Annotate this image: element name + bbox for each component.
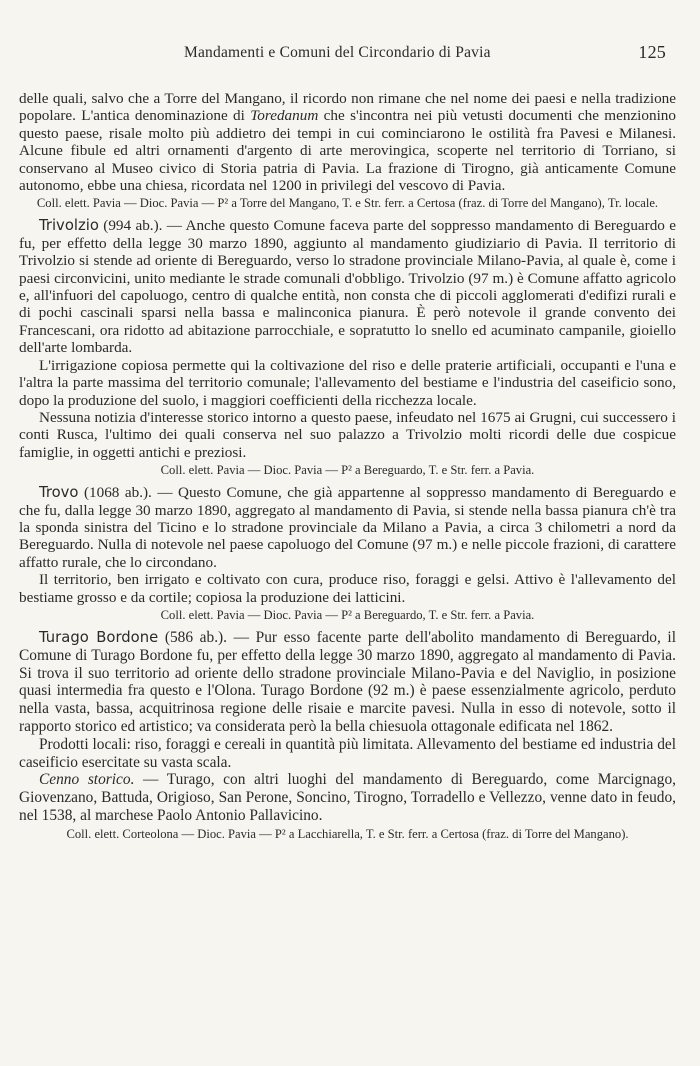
- trivolzio-heading: Trivolzio: [39, 217, 99, 235]
- intro-paragraph: delle quali, salvo che a Torre del Mangano, il ricordo non rimane che nel nome dei paesi e nella tradizione popolare. L'antica denominazione di Toredanum che s'incontra nei più vetusti documenti che menzionino questo paese, risale molto più addietro dei tempi in cui cominciarono le ostilità fra Pavesi e Milanesi. Alcune fibule ed altri ornamenti d'argento di arte merovingica, scoperte nel territorio di Torriano, si conservano al Museo civico di Storia patria di Pavia. La frazione di Tirogno, già anticamente Comune autonomo, ebbe una chiesa, ricordata nel 1200 in privilegi del vescovo di Pavia.: [19, 90, 676, 195]
- turago-paragraph-2: Prodotti locali: riso, foraggi e cereali in quantità più limitata. Allevamento del bestiame ed industria del caseificio esercitate su vasta scala.: [19, 735, 676, 771]
- page-body: [19, 90, 676, 842]
- turago-note: Coll. elett. Corteolona — Dioc. Pavia — P² a Lacchiarella, T. e Str. ferr. a Certosa (fraz. di Torre del Mangano).: [66, 826, 629, 841]
- cenno-storico-italic: Cenno storico.: [39, 771, 135, 789]
- running-header: [19, 44, 676, 72]
- trivolzio-paragraph-3: Nessuna notizia d'interesse storico intorno a questo paese, infeudato nel 1675 ai Grugni, cui successero i conti Rusca, l'ultimo dei quali conserva nel suo palazzo a Trivolzio molti ricordi delle due cospicue famiglie, in oggetti antichi e preziosi.: [19, 408, 676, 461]
- trivolzio-paragraph-1: Trivolzio (994 ab.). — Anche questo Comune faceva parte del soppresso mandamento di Bereguardo e fu, per effetto della legge 30 marzo 1890, aggiunto al mandamento giudiziario di Pavia. Il territorio di Trivolzio si stende ad oriente di Bereguardo, verso lo stradone provinciale Milano-Pavia, al quale è, come i paesi circonvicini, unito mediante le strade comunali d'obbligo. Trivolzio (97 m.) è Comune affatto agricolo e, all'infuori del capoluogo, centro di qualche entità, non consta che di piccoli agglomerati d'edifizi rurali e di pochi cascinali sparsi nella bassa e malinconica pianura. È però notevole il grande convento dei Francescani, ora ridotto ad abitazione parrocchiale, e sopratutto lo snello ed acuminato campanile, gioiello dell'arte lombarda.: [19, 217, 676, 357]
- turago-paragraph-1: Turago Bordone (586 ab.). — Pur esso facente parte dell'abolito mandamento di Bereguardo, il Comune di Turago Bordone fu, per effetto della legge 30 marzo 1890, aggregato al mandamento di Pavia. Si trova il suo territorio ad oriente dello stradone provinciale Milano-Pavia e del Naviglio, in posizione quasi intermedia fra questo e l'Olona. Turago Bordone (92 m.) è paese essenzialmente agricolo, perduto nella vasta, bassa, acquitrinosa regione delle risaie e marcite pavesi. Nulla in esso di notevole, sotto il rapporto storico ed artistico; va considerata però la bella chiesuola ottagonale edificata nel 1862.: [19, 628, 676, 735]
- turago-section: [19, 629, 676, 842]
- trivolzio-note: Coll. elett. Pavia — Dioc. Pavia — P² a Bereguardo, T. e Str. ferr. a Pavia.: [160, 463, 535, 478]
- turago-heading: Turago Bordone: [39, 628, 159, 646]
- book-page: [19, 0, 676, 848]
- intro-note: Coll. elett. Pavia — Dioc. Pavia — P² a Torre del Mangano, T. e Str. ferr. a Certosa (fraz. di Torre del Mangano), Tr. locale.: [36, 196, 659, 211]
- toredanum-italic: Toredanum: [250, 107, 319, 125]
- page-number: 125: [638, 42, 666, 62]
- trovo-heading: Trovo: [39, 484, 79, 502]
- trivolzio-paragraph-2: L'irrigazione copiosa permette qui la coltivazione del riso e delle praterie artificiali, occupanti e l'una e l'altra la parte massima del territorio comunale; l'allevamento del bestiame e l'industria del caseificio sono, dopo la produzione del suolo, i maggiori coefficienti della ricchezza locale.: [19, 356, 676, 409]
- turago-paragraph-3: Cenno storico. — Turago, con altri luoghi del mandamento di Bereguardo, come Marcignago, Giovenzano, Battuda, Origioso, San Perone, Soncino, Tirogno, Torradello e Vellezzo, venne dato in feudo, nel 1538, al marchese Paolo Antonio Pallavicino.: [19, 771, 676, 824]
- running-title: Mandamenti e Comuni del Circondario di Pavia: [184, 44, 491, 61]
- trovo-note: Coll. elett. Pavia — Dioc. Pavia — P² a Bereguardo, T. e Str. ferr. a Pavia.: [160, 607, 535, 622]
- trovo-paragraph-1: Trovo (1068 ab.). — Questo Comune, che già appartenne al soppresso mandamento di Bereguardo e che fu, dalla legge 30 marzo 1890, aggregato al mandamento di Pavia, si stende nella bassa pianura ch'è tra la sponda sinistra del Ticino e lo stradone provinciale da Milano a Pavia, a circa 3 chilometri a nord da Bereguardo. Nulla di notevole nel paese capoluogo del Comune (97 m.) e nelle piccole frazioni, di carattere affatto rurale, che lo circondano.: [19, 484, 676, 571]
- trovo-paragraph-2: Il territorio, ben irrigato e coltivato con cura, produce riso, foraggi e gelsi. Attivo è l'allevamento del bestiame grosso e da cortile; copiosa la produzione dei latticini.: [19, 571, 676, 606]
